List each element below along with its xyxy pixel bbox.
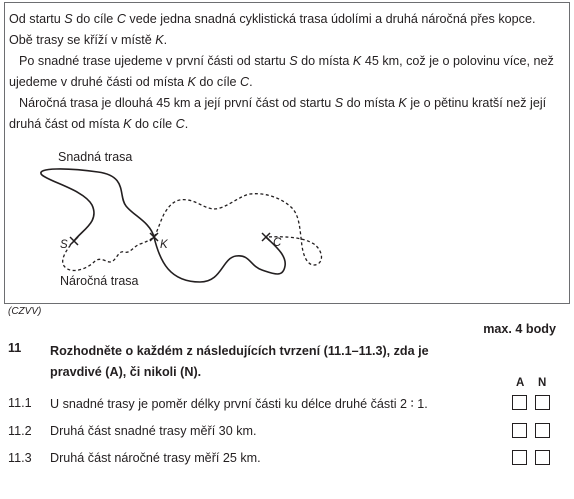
max-points: max. 4 body [483,322,556,336]
item-11-3-number: 11.3 [8,451,32,465]
column-n-header: N [538,377,547,389]
point-s-marker [70,237,78,245]
intro-paragraph-3: Náročná trasa je dlouhá 45 km a její první část od startu S do místa K je o pětinu kratší než její druhá část od místa K do cíle C. [9,96,547,131]
item-11-2-number: 11.2 [8,424,32,438]
item-11-3-checkbox-n[interactable] [535,450,550,465]
hard-route-label: Náročná trasa [60,274,139,288]
easy-route-path [41,169,285,282]
item-11-2-text: Druhá část snadné trasy měří 30 km. [50,424,257,438]
intro-paragraph-2: Po snadné trase ujedeme v první části od startu S do místa K 45 km, což je o polovinu více, než ujedeme v druhé části od místa K do cíle C. [9,54,554,89]
question-number: 11 [8,341,22,355]
point-c-label: C [273,237,282,249]
item-11-1-text: U snadné trasy je poměr délky první části ku délce druhé části 2 ∶ 1. [50,397,428,411]
item-11-1-checkbox-n[interactable] [535,395,550,410]
point-k-label: K [160,239,168,251]
item-11-1-checkbox-a[interactable] [512,395,527,410]
source-label: (CZVV) [8,306,42,317]
item-11-1-number: 11.1 [8,396,32,410]
item-11-3-checkbox-a[interactable] [512,450,527,465]
question-text: Rozhodněte o každém z následujících tvrzení (11.1–11.3), zda je pravdivé (A), či nikoli (N). [50,344,429,379]
item-11-2-checkbox-a[interactable] [512,423,527,438]
hard-route-path [63,194,322,271]
item-11-2-checkbox-n[interactable] [535,423,550,438]
easy-route-label: Snadná trasa [58,150,133,164]
point-s-label: S [60,239,68,251]
intro-paragraph-1: Od startu S do cíle C vede jedna snadná cyklistická trasa údolími a druhá náročná přes kopce. Obě trasy se kříží v místě K. [9,12,536,47]
item-11-3-text: Druhá část náročné trasy měří 25 km. [50,451,261,465]
column-a-header: A [516,377,525,389]
